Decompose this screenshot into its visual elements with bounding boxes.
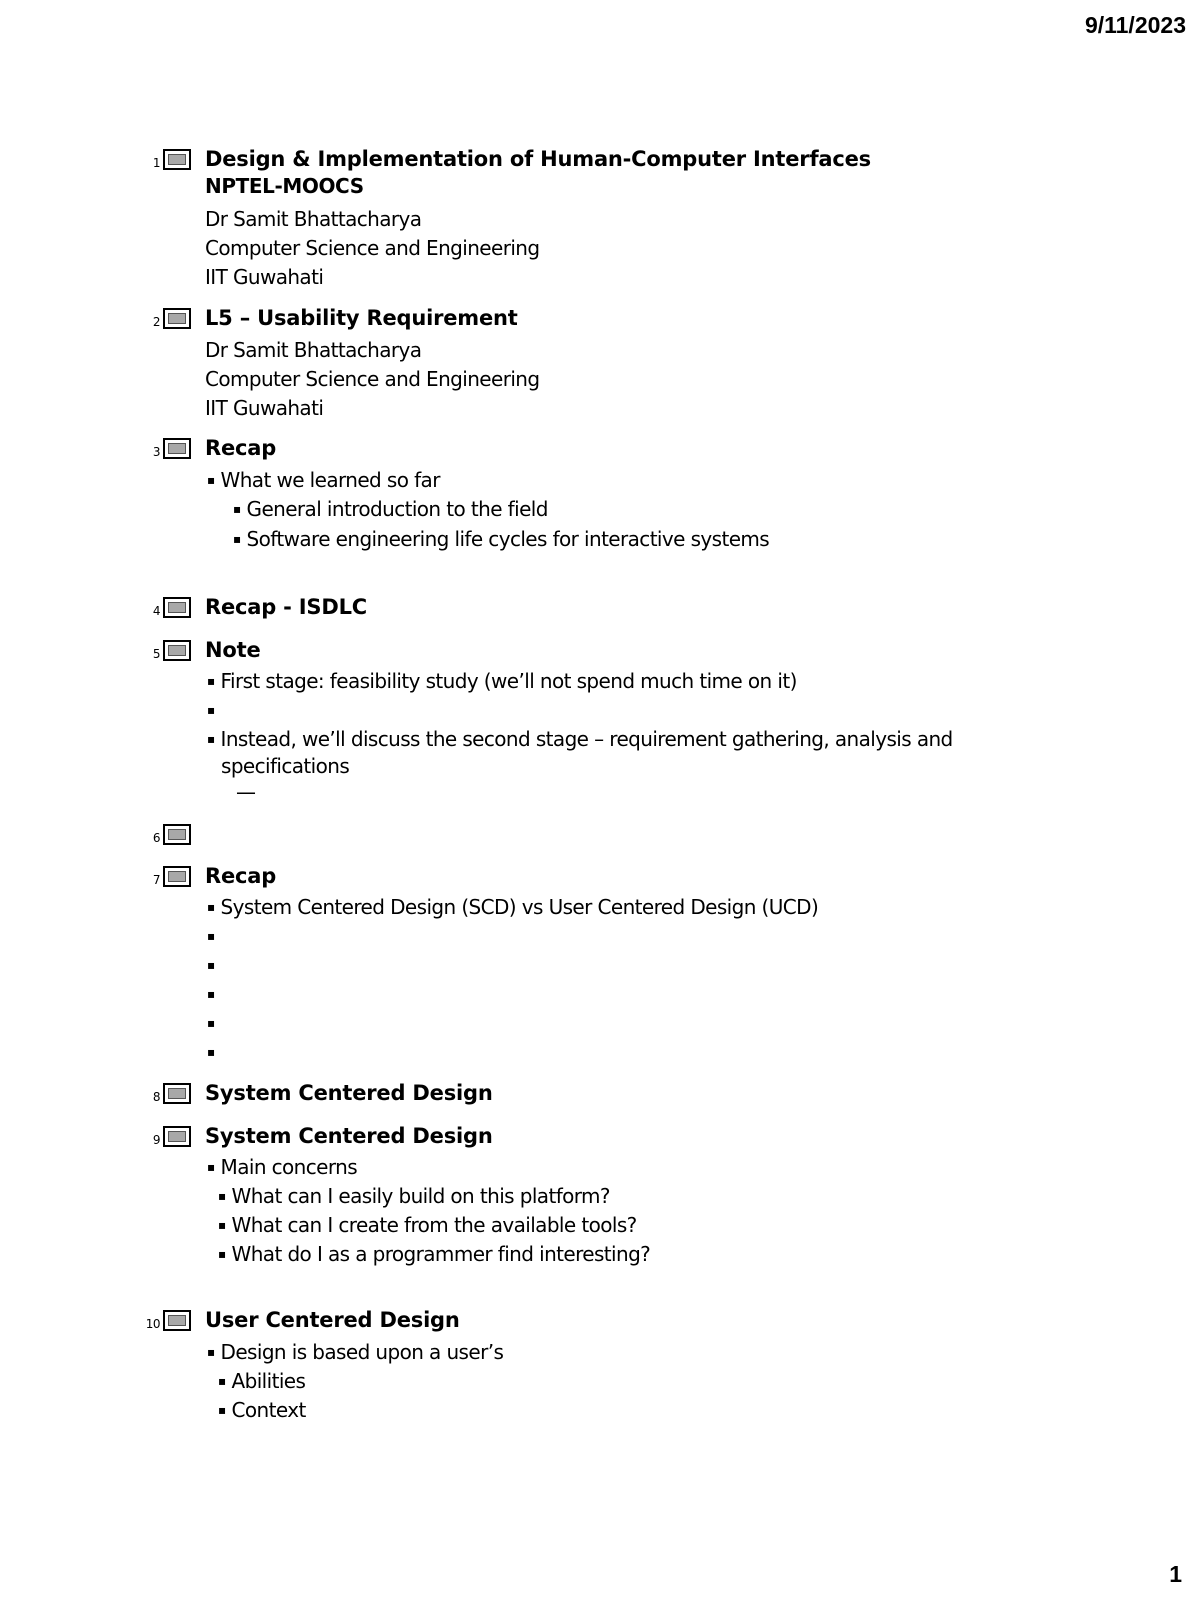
bullet-item bbox=[207, 1011, 221, 1035]
slide-7 bbox=[0, 864, 1100, 892]
slide-text: IIT Guwahati bbox=[205, 396, 324, 420]
slide-thumbnail-icon[interactable] bbox=[163, 149, 191, 170]
slide-title: Recap bbox=[205, 436, 277, 460]
bullet-item bbox=[207, 924, 221, 948]
bullet-item: ▪ What we learned so far bbox=[207, 468, 440, 492]
bullet-item: ▪ System Centered Design (SCD) vs User Centered Design (UCD) bbox=[207, 895, 818, 919]
slide-text: Dr Samit Bhattacharya bbox=[205, 207, 422, 231]
bullet-item: ▪ General introduction to the field bbox=[233, 497, 548, 521]
slide-subtitle: NPTEL-MOOCS bbox=[205, 174, 364, 198]
slide-text: Computer Science and Engineering bbox=[205, 367, 540, 391]
slide-thumbnail-icon[interactable] bbox=[163, 824, 191, 845]
bullet-item: ▪ Main concerns bbox=[207, 1155, 357, 1179]
bullet-item bbox=[207, 953, 221, 977]
page-number: 1 bbox=[1169, 1561, 1182, 1587]
slide-thumbnail-icon[interactable] bbox=[163, 308, 191, 329]
slide-number: 5 bbox=[152, 647, 160, 661]
slide-8 bbox=[0, 1081, 1100, 1109]
slide-number: 6 bbox=[152, 831, 160, 845]
slide-text: Computer Science and Engineering bbox=[205, 236, 540, 260]
bullet-item: ▪ What can I create from the available tools? bbox=[218, 1213, 637, 1237]
slide-3 bbox=[0, 436, 1100, 464]
slide-number: 4 bbox=[152, 604, 160, 618]
print-date: 9/11/2023 bbox=[1084, 12, 1186, 38]
bullet-item: ▪ Software engineering life cycles for interactive systems bbox=[233, 527, 769, 551]
slide-1 bbox=[0, 147, 1100, 175]
slide-number: 9 bbox=[152, 1133, 160, 1147]
slide-title: System Centered Design bbox=[205, 1124, 493, 1148]
bullet-item: ▪ Design is based upon a user’s bbox=[207, 1340, 503, 1364]
slide-4 bbox=[0, 595, 1100, 623]
bullet-item: ▪ Instead, we’ll discuss the second stage – requirement gathering, analysis and bbox=[207, 727, 953, 751]
slide-title: Recap - ISDLC bbox=[205, 595, 367, 619]
slide-number: 3 bbox=[152, 445, 160, 459]
bullet-item: ▪ Abilities bbox=[218, 1369, 305, 1393]
slide-thumbnail-icon[interactable] bbox=[163, 640, 191, 661]
slide-title: Recap bbox=[205, 864, 277, 888]
slide-10 bbox=[0, 1308, 1100, 1336]
slide-thumbnail-icon[interactable] bbox=[163, 438, 191, 459]
slide-number: 8 bbox=[152, 1090, 160, 1104]
bullet-continuation: specifications bbox=[221, 754, 350, 778]
bullet-item: ▪ What can I easily build on this platform? bbox=[218, 1184, 610, 1208]
slide-text: IIT Guwahati bbox=[205, 265, 324, 289]
slide-number: 1 bbox=[152, 156, 160, 170]
slide-thumbnail-icon[interactable] bbox=[163, 866, 191, 887]
slide-number: 2 bbox=[152, 315, 160, 329]
slide-number: 10 bbox=[145, 1317, 160, 1331]
bullet-item: ▪ Context bbox=[218, 1398, 306, 1422]
bullet-item: ▪ What do I as a programmer find interesting? bbox=[218, 1242, 650, 1266]
slide-title: User Centered Design bbox=[205, 1308, 460, 1332]
slide-title: Note bbox=[205, 638, 261, 662]
slide-6 bbox=[0, 822, 1100, 850]
slide-title: Design & Implementation of Human-Computer Interfaces bbox=[205, 147, 871, 171]
slide-title: System Centered Design bbox=[205, 1081, 493, 1105]
slide-5 bbox=[0, 638, 1100, 666]
slide-number: 7 bbox=[152, 873, 160, 887]
bullet-item bbox=[207, 698, 221, 722]
slide-title: L5 – Usability Requirement bbox=[205, 306, 518, 330]
bullet-item bbox=[207, 982, 221, 1006]
bullet-item: ▪ First stage: feasibility study (we’ll not spend much time on it) bbox=[207, 669, 797, 693]
sub-bullet-dash: — bbox=[236, 780, 256, 804]
slide-thumbnail-icon[interactable] bbox=[163, 597, 191, 618]
slide-2 bbox=[0, 306, 1100, 334]
bullet-item bbox=[207, 1040, 221, 1064]
slide-thumbnail-icon[interactable] bbox=[163, 1083, 191, 1104]
slide-thumbnail-icon[interactable] bbox=[163, 1126, 191, 1147]
slide-text: Dr Samit Bhattacharya bbox=[205, 338, 422, 362]
slide-9 bbox=[0, 1124, 1100, 1152]
slide-thumbnail-icon[interactable] bbox=[163, 1310, 191, 1331]
